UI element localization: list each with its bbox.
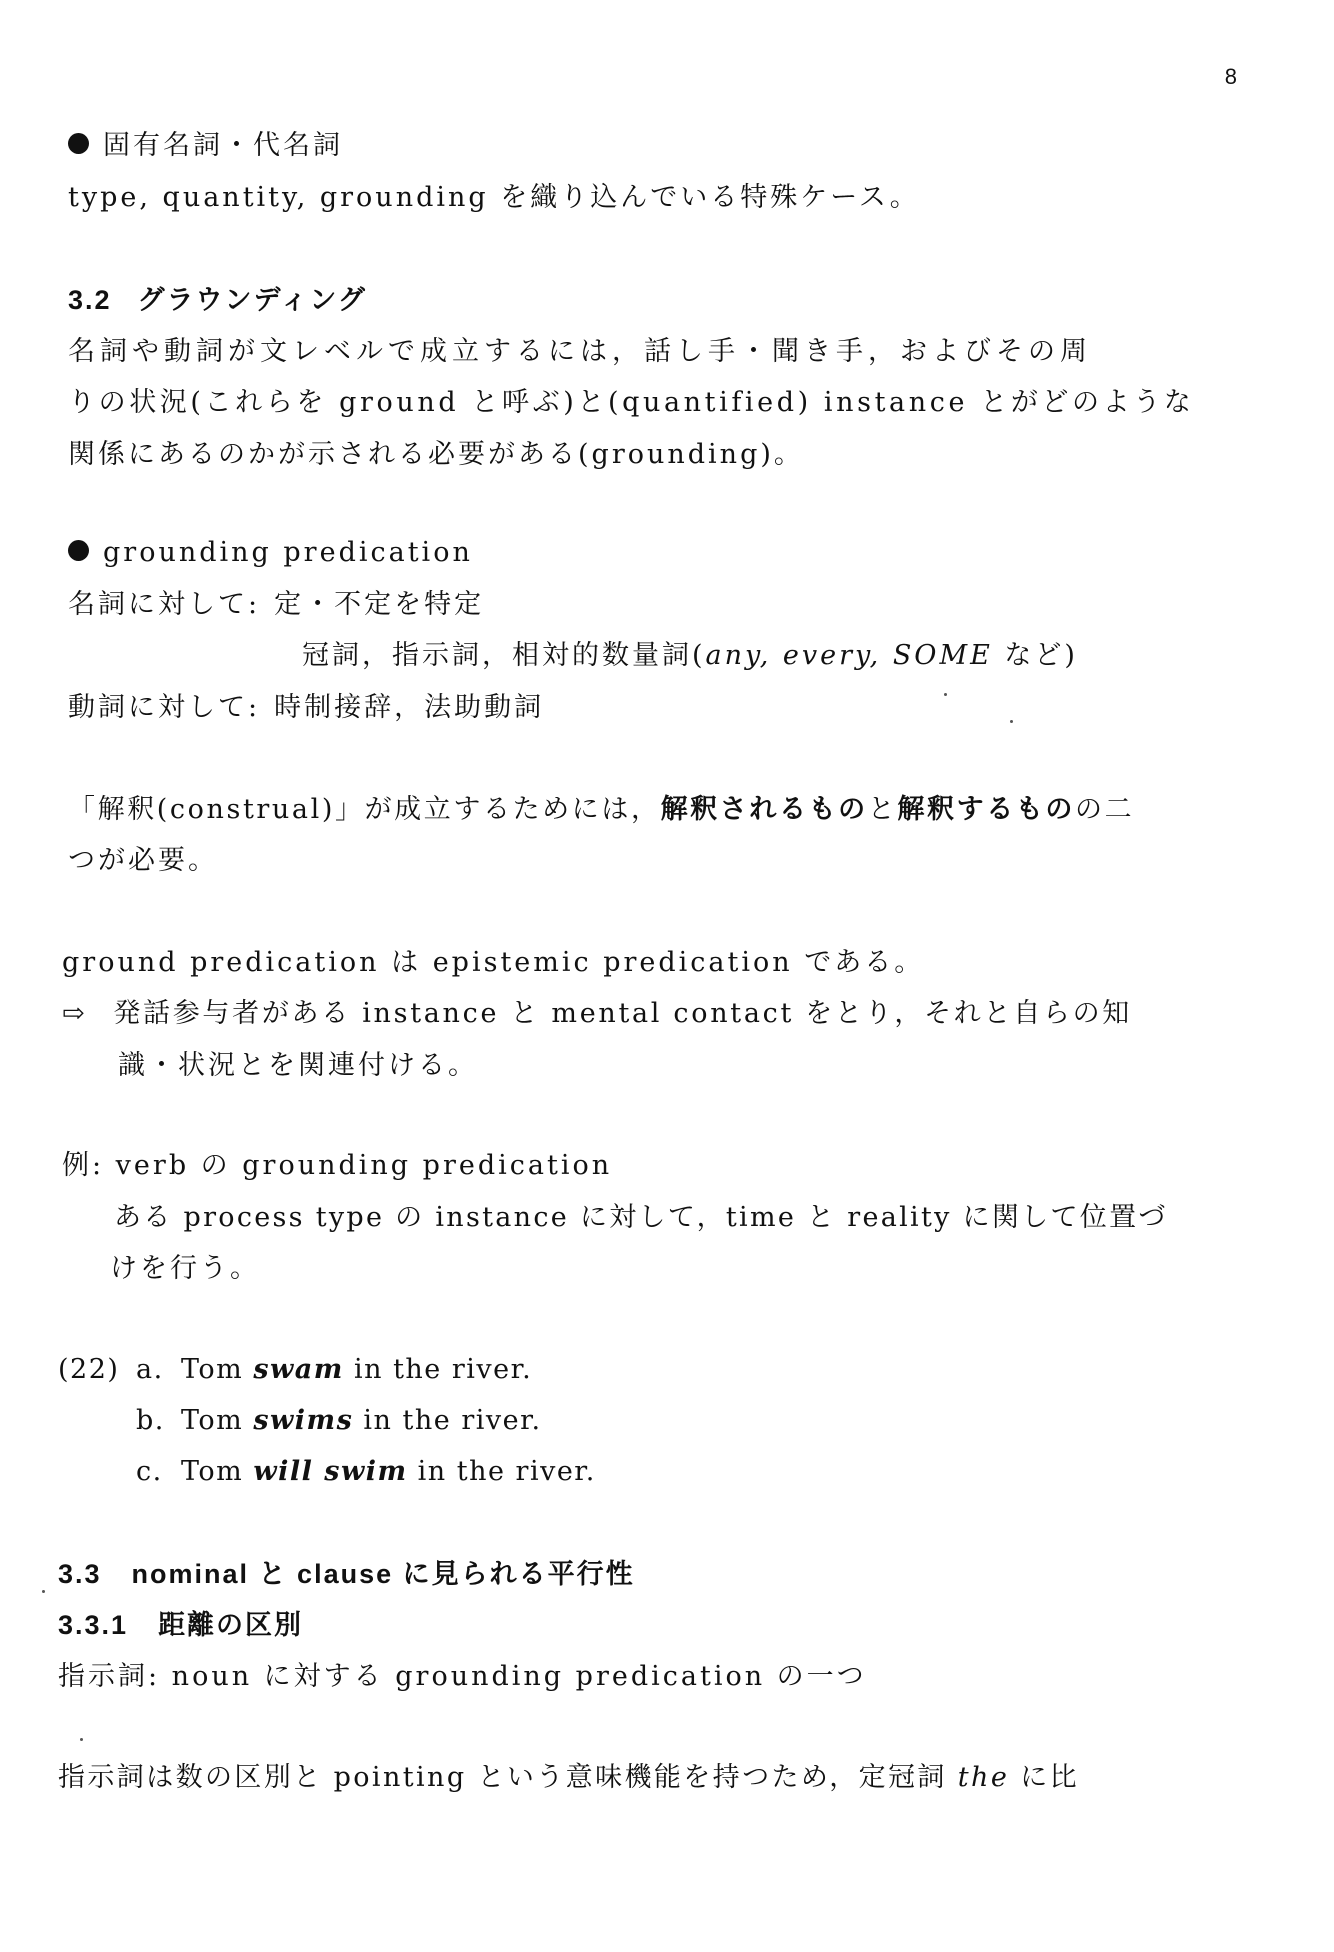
noun-grounding-examples: 冠詞，指示詞，相対的数量詞(any, every, SOME など) bbox=[302, 640, 1078, 671]
scan-speck bbox=[944, 693, 947, 696]
section-3-3-line-1: 指示詞: noun に対する grounding predication の一つ bbox=[58, 1661, 867, 1692]
section-3-2-line-2: りの状況(これらを ground と呼ぶ)と(quantified) instance とがどのような bbox=[68, 387, 1195, 418]
ground-predication-arrow-line: ⇨ 発話参与者がある instance と mental contact をとり，それと自らの知 bbox=[62, 996, 1132, 1032]
construal-line-2: つが必要。 bbox=[68, 845, 218, 876]
section-3-2-heading: 3.2 グラウンディング bbox=[68, 285, 367, 315]
page-number: 8 bbox=[1224, 64, 1237, 89]
example-verb-heading: 例: verb の grounding predication bbox=[62, 1150, 613, 1181]
scan-speck bbox=[42, 1590, 45, 1593]
example-22-c: c. Tom will swim in the river. bbox=[136, 1456, 596, 1487]
bullet-icon bbox=[68, 540, 89, 561]
section-3-2-line-3: 関係にあるのかが示される必要がある(grounding)。 bbox=[68, 439, 804, 470]
section-3-3-line-2: 指示詞は数の区別と pointing という意味機能を持つため，定冠詞 the に比 bbox=[58, 1762, 1080, 1793]
bullet-icon bbox=[68, 133, 89, 154]
grounding-predication-heading: grounding predication bbox=[68, 535, 473, 571]
arrow-right-icon: ⇨ bbox=[62, 998, 88, 1029]
verb-grounding-line: 動詞に対して: 時制接辞，法助動詞 bbox=[68, 692, 545, 723]
proper-noun-body: type, quantity, grounding を織り込んでいる特殊ケース。 bbox=[68, 182, 920, 213]
example-verb-line-2: ある process type の instance に対して，time と reality に関して位置づ bbox=[114, 1202, 1168, 1233]
construal-line-1: 「解釈(construal)」が成立するためには，解釈されるものと解釈するものの二 bbox=[68, 794, 1135, 825]
scan-speck bbox=[1010, 720, 1013, 723]
example-verb-line-3: けを行う。 bbox=[110, 1253, 260, 1284]
section-3-3-heading: 3.3 nominal と clause に見られる平行性 bbox=[58, 1559, 635, 1589]
ground-predication-line-3: 識・状況とを関連付ける。 bbox=[118, 1050, 478, 1081]
example-22-a: (22) a. Tom swam in the river. bbox=[58, 1354, 533, 1385]
ground-predication-line: ground predication は epistemic predication である。 bbox=[62, 947, 925, 978]
section-3-3-1-heading: 3.3.1 距離の区別 bbox=[58, 1610, 304, 1640]
noun-grounding-line: 名詞に対して: 定・不定を特定 bbox=[68, 589, 485, 620]
proper-noun-heading: 固有名詞・代名詞 bbox=[68, 128, 343, 164]
scan-speck bbox=[80, 1738, 83, 1741]
section-3-2-line-1: 名詞や動詞が文レベルで成立するには，話し手・聞き手，およびその周 bbox=[68, 336, 1092, 367]
example-22-b: b. Tom swims in the river. bbox=[136, 1405, 542, 1436]
